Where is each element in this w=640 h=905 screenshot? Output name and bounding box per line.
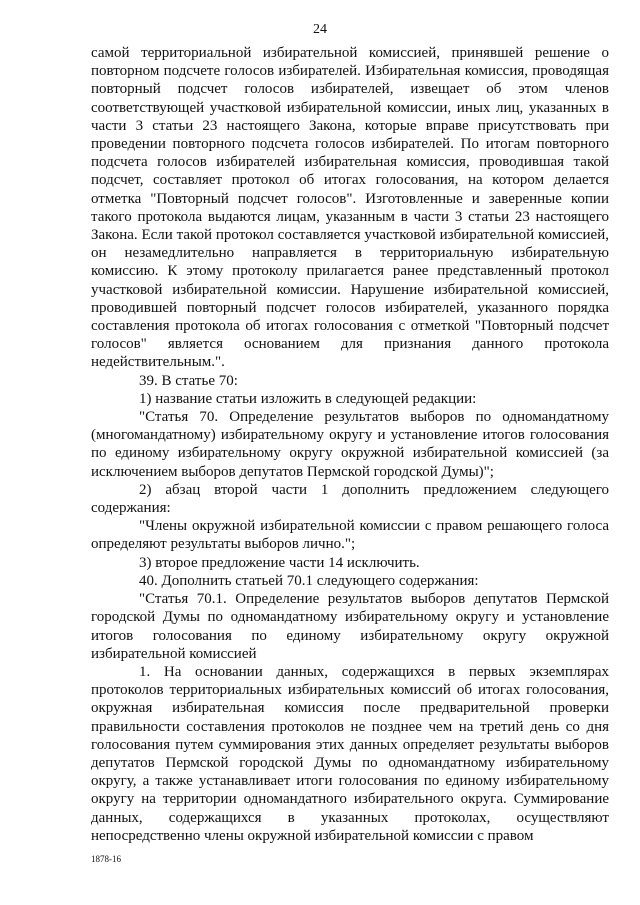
paragraph-continuation: самой территориальной избирательной комиссией, принявшей решение о повторном подсчете голосов избирателей. Избирательная комиссия, проводящая повторный подсчет голосов избирателей, извещает об этом членов соответствующей участковой избирательной комиссии, иных лиц, указанных в части 3 статьи 23 настоящего Закона, которые вправе присутствовать при проведении повторного подсчета голосов избирателей. По итогам повторного подсчета голосов избирателей избирательная комиссия, проводившая такой подсчет, составляет протокол об итогах голосования, на котором делается отметка "Повторный подсчет голосов". Изготовленные и заверенные копии такого протокола выдаются лицам, указанным в части 3 статьи 23 настоящего Закона. Если такой протокол составляется участковой избирательной комиссией, он незамедлительно направляется в территориальную избирательную комиссию. К этому протоколу прилагается ранее представленный протокол участковой избирательной комиссии. Нарушение избирательной комиссией, проводившей повторный подсчет голосов избирателей, указанного порядка составления протокола об итогах голосования с отметкой "Повторный подсчет голосов" является основанием для признания данного протокола недействительным.". xyxy=(91,45,609,371)
paragraph-subitem-1: 1) название статьи изложить в следующей редакции: xyxy=(139,390,477,407)
paragraph-subitem-2: 2) абзац второй части 1 дополнить предложением следующего содержания: xyxy=(91,481,609,517)
paragraph-item-40: 40. Дополнить статьей 70.1 следующего содержания: xyxy=(139,572,479,589)
paragraph-item-39: 39. В статье 70: xyxy=(139,372,238,389)
paragraph-article-70-title: "Статья 70. Определение результатов выборов по одномандатному (многомандатному) избирательному округу и установление итогов голосования по единому избирательному округу окружной избирательной комиссией (за исключением выборов депутатов Пермской городской Думы)"; xyxy=(91,409,609,480)
paragraph-subitem-3: 3) второе предложение части 14 исключить. xyxy=(139,554,420,571)
paragraph-quoted-sentence: "Члены окружной избирательной комиссии с правом решающего голоса определяют результаты выборов лично."; xyxy=(91,518,609,553)
page-number: 24 xyxy=(313,22,327,37)
paragraph-article-70-1-title: "Статья 70.1. Определение результатов выборов депутатов Пермской городской Думы по одномандатному избирательному округу и установление итогов голосования по единому избирательному округу окружной избирательной комиссией xyxy=(91,591,609,662)
paragraph-article-70-1-part-1: 1. На основании данных, содержащихся в первых экземплярах протоколов территориальных избирательных комиссий об итогах голосования, окружная избирательная комиссия после предварительной проверки правильности составления протоколов не позднее чем на третий день со дня голосования путем суммирования этих данных определяет результаты выборов депутатов Пермской городской Думы по одномандатному избирательному округу, а также устанавливает итоги голосования по единому избирательному округу на территории одномандатного избирательного округа. Суммирование данных, содержащихся в указанных протоколах, осуществляют непосредственно члены окружной избирательной комиссии с правом xyxy=(91,663,609,844)
document-body xyxy=(91,44,609,845)
document-code: 1878-16 xyxy=(91,854,121,864)
